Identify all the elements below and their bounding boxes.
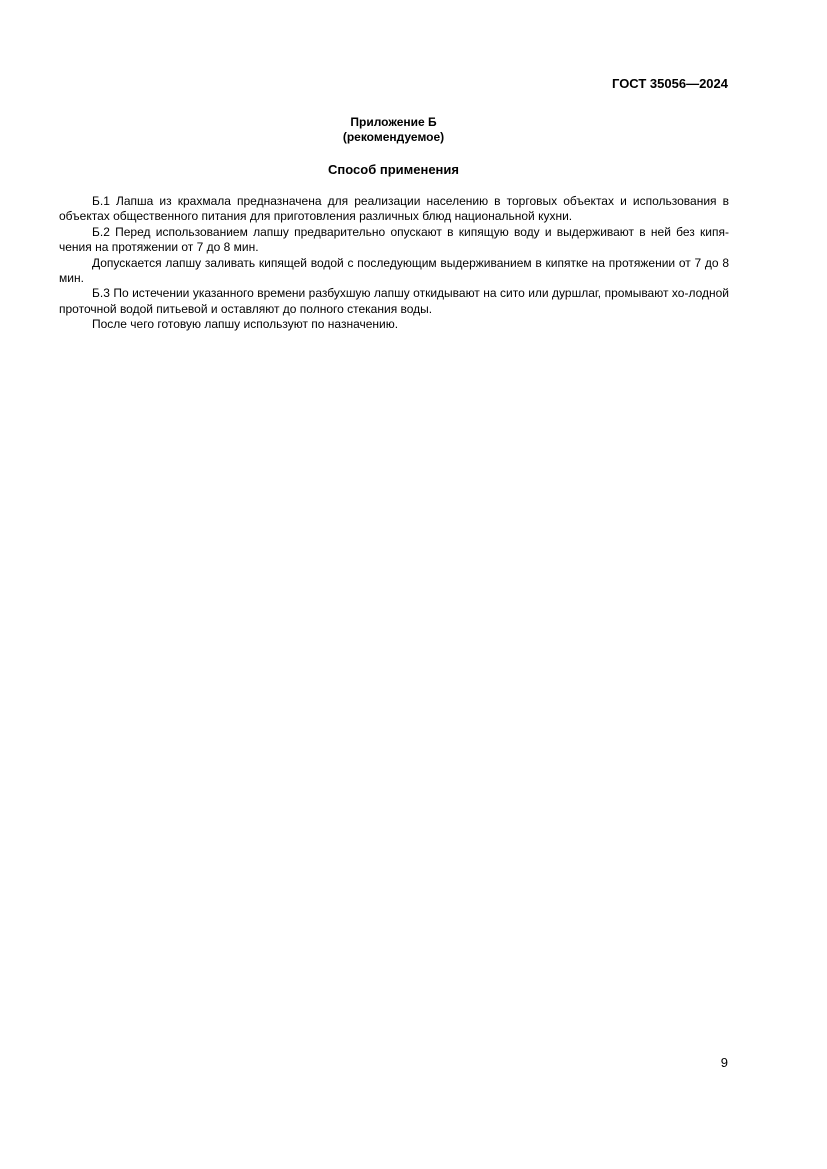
paragraph-b2-alternative: Допускается лапшу заливать кипящей водой с последующим выдерживанием в кипятке на протяжении от 7 до 8 мин. bbox=[59, 255, 729, 286]
page-number: 9 bbox=[720, 1055, 728, 1070]
section-title: Способ применения bbox=[328, 162, 459, 177]
appendix-heading bbox=[0, 115, 787, 145]
paragraph-b3: Б.3 По истечении указанного времени разбухшую лапшу откидывают на сито или дуршлаг, промывают хо-лодной проточной водой питьевой и оставляют до полного стекания воды. bbox=[59, 286, 729, 316]
paragraph-b1: Б.1 Лапша из крахмала предназначена для реализации населению в торговых объектах и использования в объектах общественного питания для приготовления различных блюд национальной кухни. bbox=[59, 194, 729, 224]
body-text bbox=[59, 194, 729, 333]
document-code: ГОСТ 35056—2024 bbox=[612, 76, 728, 91]
appendix-title: Приложение Б bbox=[350, 115, 437, 129]
appendix-status: (рекомендуемое) bbox=[342, 130, 445, 144]
paragraph-b2: Б.2 Перед использованием лапшу предварительно опускают в кипящую воду и выдерживают в ней без кипя-чения на протяжении от 7 до 8 мин. bbox=[59, 224, 729, 255]
paragraph-b3-usage: После чего готовую лапшу используют по назначению. bbox=[92, 317, 399, 332]
